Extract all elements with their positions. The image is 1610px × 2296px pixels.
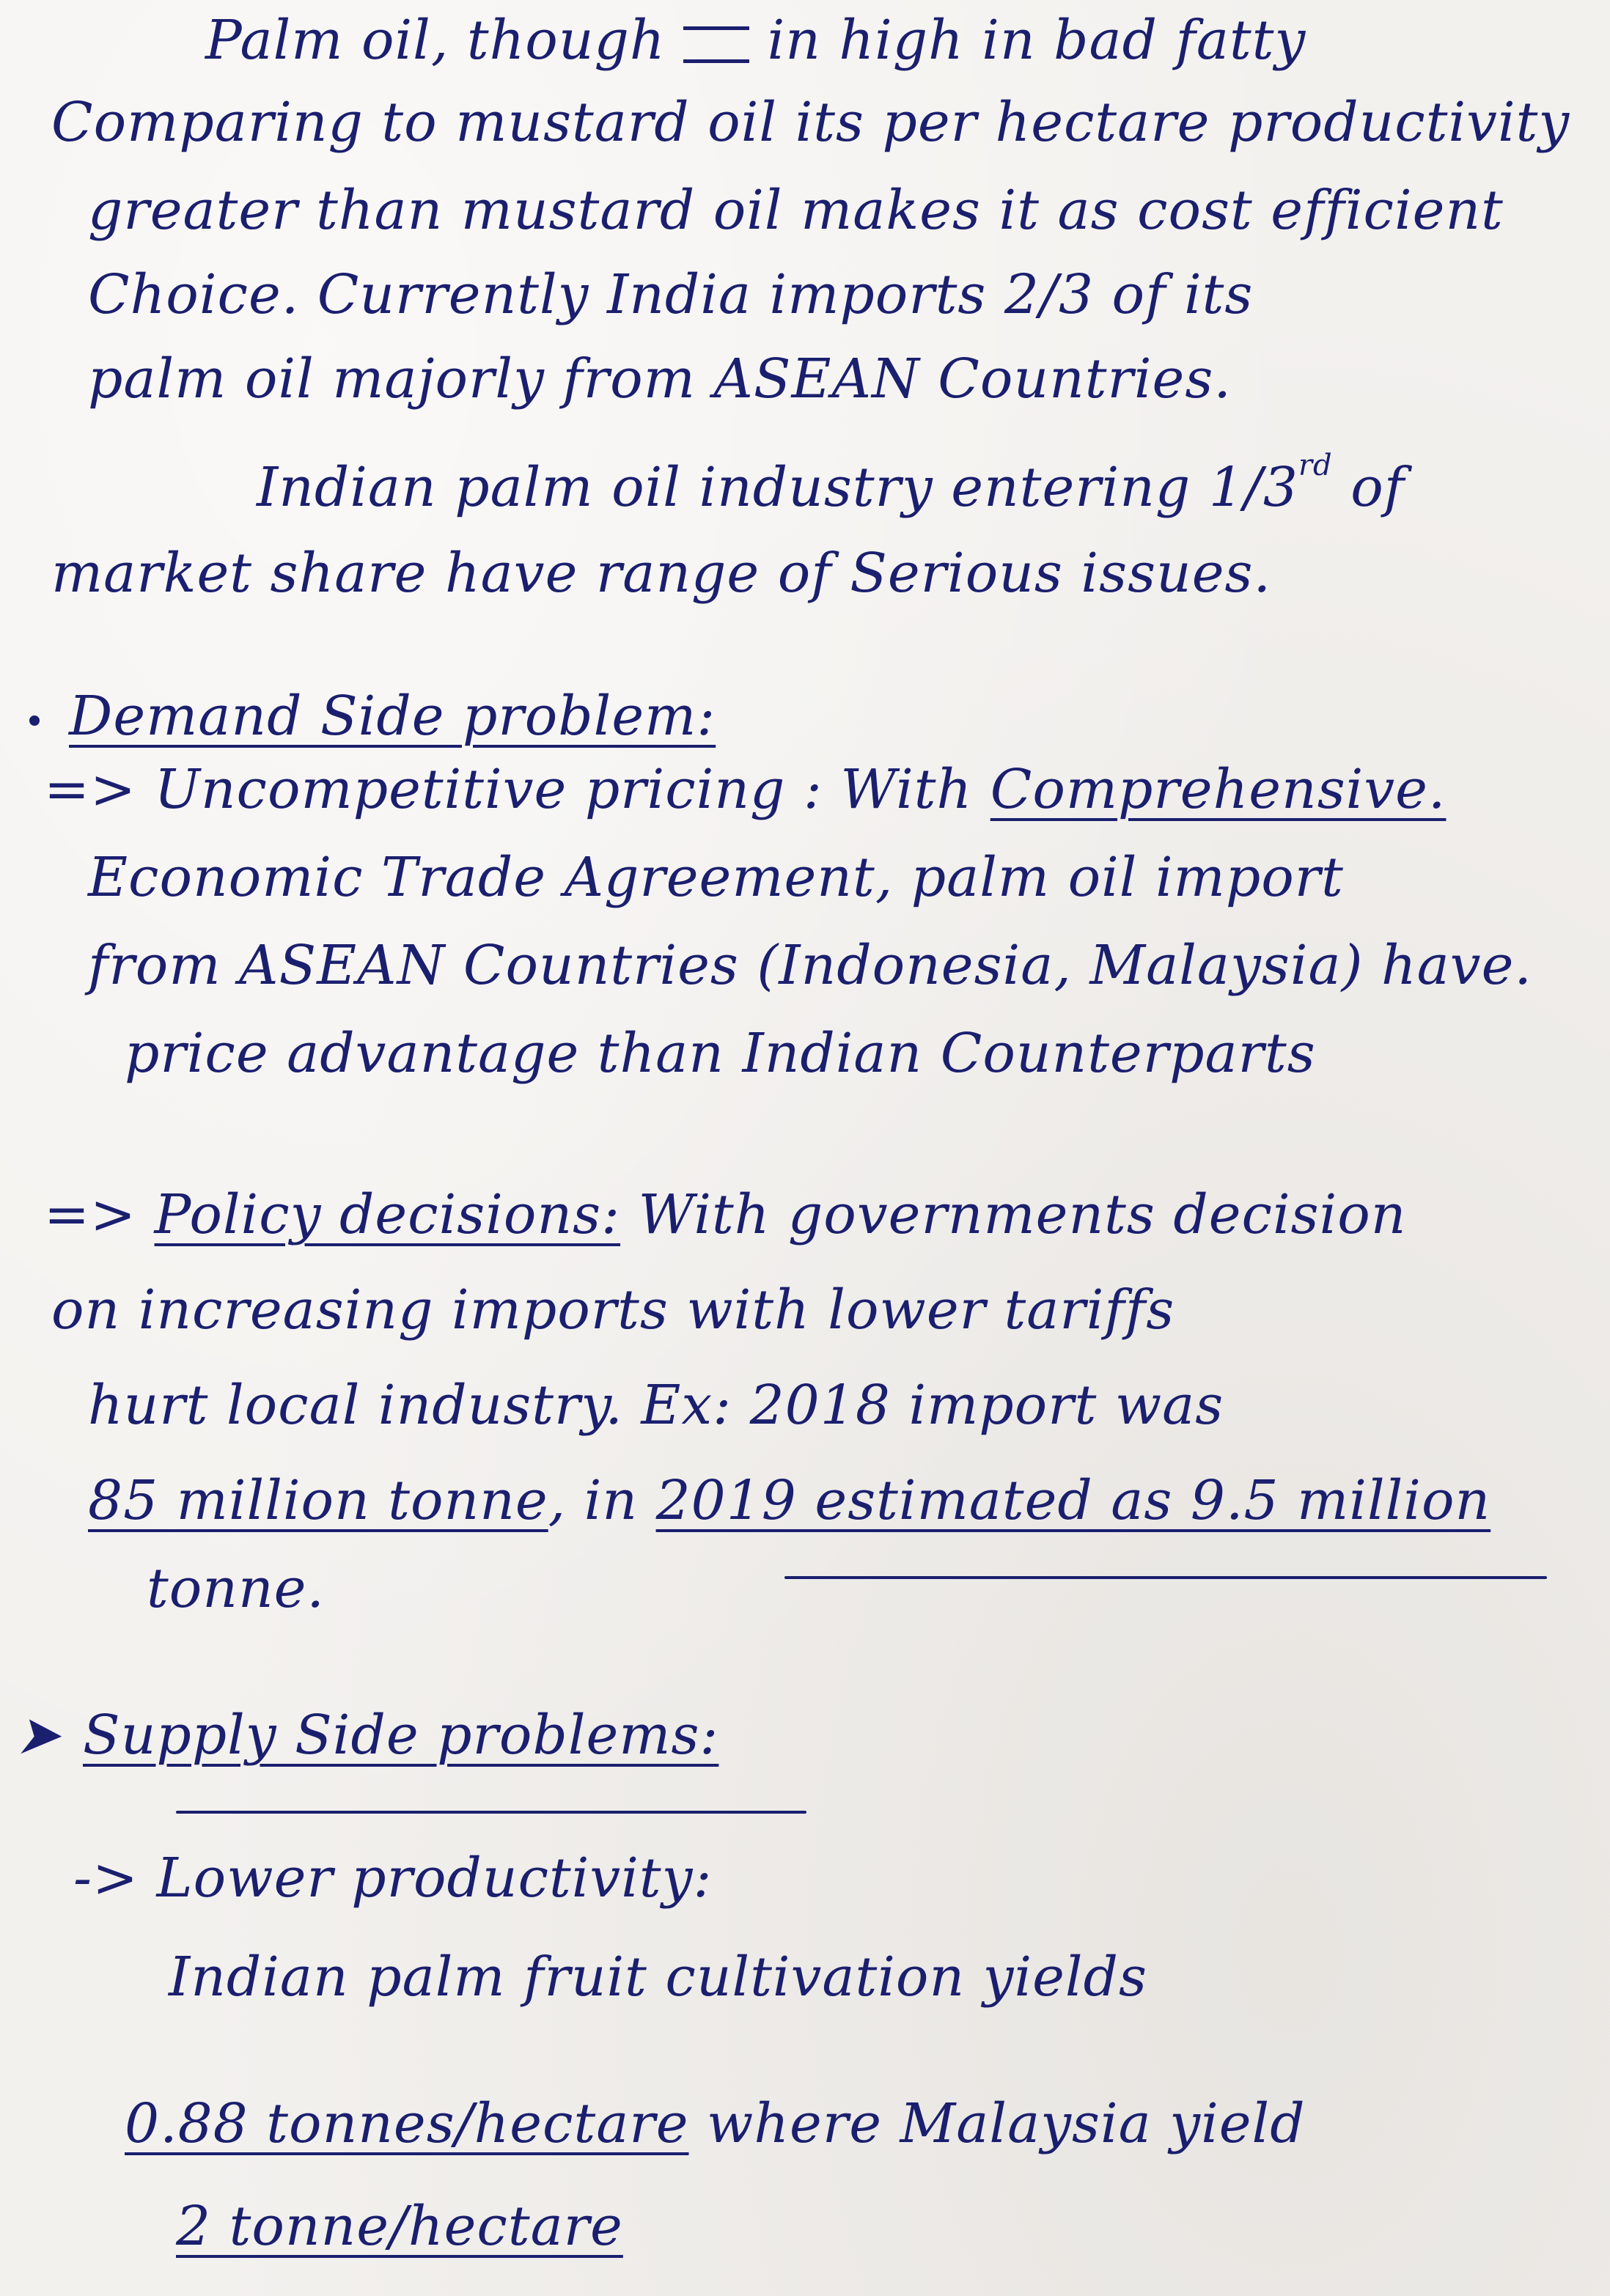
line-17: tonne. — [147, 1557, 325, 1620]
line-14: on increasing imports with lower tariffs — [51, 1278, 1175, 1342]
line-4: Choice. Currently India imports 2/3 of its — [88, 263, 1254, 326]
line-9-text-a: => Uncompetitive pricing : With — [44, 758, 973, 821]
line-9-underlined: Comprehensive. — [990, 758, 1447, 821]
policy-decisions-heading: Policy decisions: — [154, 1183, 621, 1246]
line-20: Indian palm fruit cultivation yields — [169, 1946, 1147, 2009]
line-7: market share have range of Serious issues. — [51, 542, 1272, 605]
line-15: hurt local industry. Ex: 2018 import was — [88, 1374, 1224, 1437]
line-16-underlined-b: 2019 estimated as 9.5 million — [655, 1469, 1491, 1532]
arrow-icon: ➤ — [15, 1704, 62, 1767]
line-8-heading — [29, 685, 1610, 748]
bullet-dot-icon — [29, 715, 40, 726]
line-13 — [44, 1183, 1610, 1246]
line-9 — [44, 758, 1610, 821]
line-2: Comparing to mustard oil its per hectare productivity — [51, 91, 1570, 154]
line-13-text: With governments decision — [638, 1183, 1407, 1246]
demand-side-heading: Demand Side problem: — [69, 685, 716, 748]
line-16-underlined-a: 85 million tonne — [88, 1469, 548, 1532]
line-21 — [125, 2092, 1610, 2155]
line-12: price advantage than Indian Counterparts — [125, 1022, 1316, 1085]
line-22-underlined: 2 tonne/hectare — [176, 2195, 623, 2258]
underline-stroke-2 — [176, 1811, 806, 1814]
crossed-out-word — [683, 26, 749, 63]
line-22 — [176, 2195, 1610, 2258]
line-6 — [257, 449, 1610, 519]
line-1-text-a: Palm oil, though — [205, 9, 666, 72]
line-16-text: , in — [548, 1469, 639, 1532]
underline-stroke — [784, 1576, 1547, 1579]
line-6-superscript: rd — [1298, 449, 1333, 482]
line-3: greater than mustard oil makes it as cost efficient — [88, 179, 1504, 242]
line-1 — [205, 9, 1610, 72]
line-11: from ASEAN Countries (Indonesia, Malaysia) have. — [88, 934, 1532, 997]
line-13-arrow: => — [44, 1183, 137, 1246]
line-19: -> Lower productivity: — [73, 1847, 713, 1910]
line-16 — [88, 1469, 1610, 1532]
line-1-text-b: in high in bad fatty — [767, 9, 1306, 72]
supply-side-heading: Supply Side problems: — [83, 1704, 719, 1767]
line-6-text-b: of — [1350, 456, 1405, 519]
line-21-text: where Malaysia yield — [707, 2092, 1306, 2155]
line-21-underlined: 0.88 tonnes/hectare — [125, 2092, 689, 2155]
line-5: palm oil majorly from ASEAN Countries. — [88, 347, 1232, 411]
line-18-heading — [15, 1704, 1610, 1767]
line-10: Economic Trade Agreement, palm oil import — [88, 846, 1344, 909]
line-6-text-a: Indian palm oil industry entering 1/3 — [257, 456, 1298, 519]
